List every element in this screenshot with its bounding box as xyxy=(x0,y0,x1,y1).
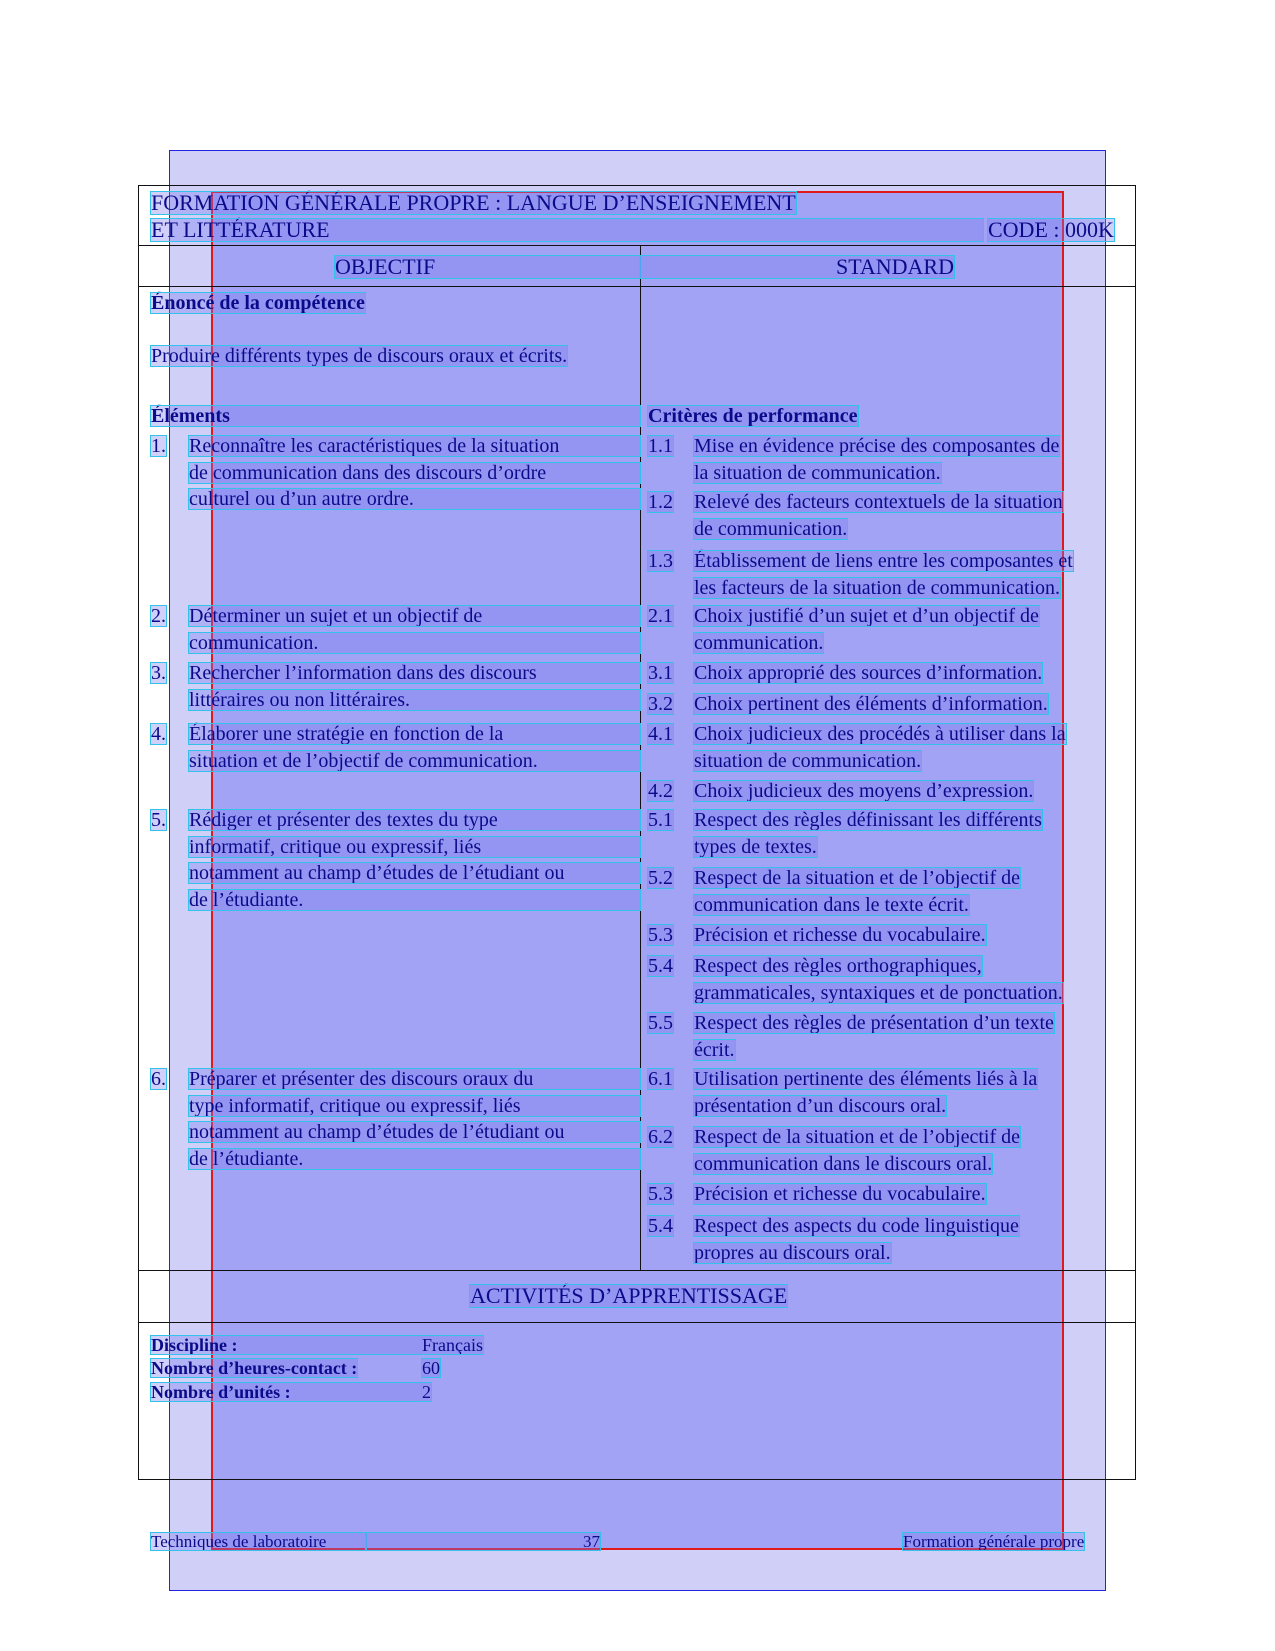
element-number: 5. xyxy=(151,809,166,831)
discipline-value: Français xyxy=(422,1335,483,1355)
element-text-line: culturel ou d’un autre ordre. xyxy=(189,489,640,509)
criterion-text-line: présentation d’un discours oral. xyxy=(694,1094,947,1117)
table-divider xyxy=(138,245,1136,246)
criteria-heading: Critères de performance xyxy=(648,405,858,427)
criterion-number: 5.3 xyxy=(648,1183,673,1205)
criterion-text-line: Choix justifié d’un sujet et d’un objectif de xyxy=(694,605,1039,627)
competence-heading: Énoncé de la compétence xyxy=(151,292,365,314)
criterion-text-line: les facteurs de la situation de communication. xyxy=(694,576,1060,599)
criterion-text-line: communication. xyxy=(694,631,824,654)
criterion-number: 3.2 xyxy=(648,693,673,715)
criterion-text-line: Choix pertinent des éléments d’information. xyxy=(694,693,1048,715)
footer-program: Techniques de laboratoire xyxy=(151,1533,366,1550)
criterion-text-line: Relevé des facteurs contextuels de la situation xyxy=(694,491,1063,513)
criterion-text-line: Précision et richesse du vocabulaire. xyxy=(694,1183,986,1205)
element-number: 4. xyxy=(151,723,166,745)
criterion-text-line: situation de communication. xyxy=(694,749,922,772)
column-header-objectif: OBJECTIF xyxy=(335,256,640,278)
element-text-line: de communication dans des discours d’ordre xyxy=(189,463,640,483)
element-text-line: notamment au champ d’études de l’étudiant ou xyxy=(189,1122,640,1142)
criterion-text-line: Respect des règles de présentation d’un texte xyxy=(694,1012,1054,1034)
column-header-standard: STANDARD xyxy=(640,256,954,278)
course-code: CODE : 000K xyxy=(988,217,1114,242)
criterion-number: 2.1 xyxy=(648,605,673,627)
element-text-line: Rechercher l’information dans des discours xyxy=(189,663,640,683)
contact-hours-value: 60 xyxy=(422,1358,440,1378)
criterion-number: 1.3 xyxy=(648,550,673,572)
element-text-line: notamment au champ d’études de l’étudiant ou xyxy=(189,863,640,883)
criterion-number: 6.2 xyxy=(648,1126,673,1148)
criterion-number: 5.4 xyxy=(648,1215,673,1237)
element-text-line: Déterminer un sujet et un objectif de xyxy=(189,606,640,626)
element-text-line: littéraires ou non littéraires. xyxy=(189,690,640,710)
criterion-text-line: communication dans le texte écrit. xyxy=(694,893,969,916)
criterion-number: 6.1 xyxy=(648,1068,673,1090)
element-text-line: Élaborer une stratégie en fonction de la xyxy=(189,724,640,744)
element-text-line: communication. xyxy=(189,633,640,653)
criterion-text-line: la situation de communication. xyxy=(694,461,941,484)
criterion-text-line: Établissement de liens entre les composantes et xyxy=(694,550,1073,572)
element-number: 1. xyxy=(151,435,166,457)
element-number: 3. xyxy=(151,662,166,684)
document-title: FORMATION GÉNÉRALE PROPRE : LANGUE D’ENSEIGNEMENT xyxy=(151,190,796,215)
element-text-line: de l’étudiante. xyxy=(189,1149,640,1169)
criterion-text-line: Précision et richesse du vocabulaire. xyxy=(694,924,986,946)
units-label: Nombre d’unités : xyxy=(151,1383,421,1401)
criterion-text-line: Choix judicieux des procédés à utiliser dans la xyxy=(694,723,1066,745)
discipline-label: Discipline : xyxy=(151,1336,421,1354)
element-text-line: Rédiger et présenter des textes du type xyxy=(189,810,640,830)
competence-statement: Produire différents types de discours oraux et écrits. xyxy=(151,345,568,367)
criterion-number: 1.1 xyxy=(648,435,673,457)
criterion-text-line: Utilisation pertinente des éléments liés à la xyxy=(694,1068,1038,1090)
criterion-number: 5.5 xyxy=(648,1012,673,1034)
criterion-text-line: Respect des règles orthographiques, xyxy=(694,955,982,977)
criterion-text-line: Respect des règles définissant les différents xyxy=(694,809,1042,831)
footer-section: Formation générale propre xyxy=(903,1532,1085,1551)
document-title-line2: ET LITTÉRATURE xyxy=(151,219,983,241)
element-text-line: situation et de l’objectif de communication. xyxy=(189,751,640,771)
column-divider xyxy=(640,245,641,1270)
criterion-number: 5.2 xyxy=(648,867,673,889)
criterion-number: 5.1 xyxy=(648,809,673,831)
table-divider xyxy=(138,1322,1136,1323)
table-divider xyxy=(138,286,1136,287)
criterion-text-line: de communication. xyxy=(694,517,848,540)
criterion-text-line: Respect de la situation et de l’objectif de xyxy=(694,867,1020,889)
criterion-text-line: Mise en évidence précise des composantes de xyxy=(694,435,1060,457)
criterion-number: 1.2 xyxy=(648,491,673,513)
criterion-text-line: grammaticales, syntaxiques et de ponctuation. xyxy=(694,981,1063,1004)
criterion-number: 4.1 xyxy=(648,723,673,745)
criterion-text-line: Respect des aspects du code linguistique xyxy=(694,1215,1019,1237)
criterion-text-line: Choix judicieux des moyens d’expression. xyxy=(694,780,1034,802)
criterion-number: 5.4 xyxy=(648,955,673,977)
element-text-line: informatif, critique ou expressif, liés xyxy=(189,837,640,857)
criterion-text-line: Respect de la situation et de l’objectif de xyxy=(694,1126,1020,1148)
criterion-text-line: écrit. xyxy=(694,1038,735,1061)
criterion-text-line: Choix approprié des sources d’information. xyxy=(694,662,1043,684)
element-number: 2. xyxy=(151,605,166,627)
criterion-number: 3.1 xyxy=(648,662,673,684)
criterion-number: 4.2 xyxy=(648,780,673,802)
element-text-line: Reconnaître les caractéristiques de la situation xyxy=(189,436,640,456)
footer-page-number: 37 xyxy=(366,1533,600,1550)
criterion-number: 5.3 xyxy=(648,924,673,946)
element-text-line: Préparer et présenter des discours oraux du xyxy=(189,1069,640,1089)
elements-heading: Éléments xyxy=(151,406,640,426)
criterion-text-line: types de textes. xyxy=(694,835,817,858)
criterion-text-line: communication dans le discours oral. xyxy=(694,1152,993,1175)
element-text-line: type informatif, critique ou expressif, liés xyxy=(189,1096,640,1116)
table-divider xyxy=(138,1270,1136,1271)
element-text-line: de l’étudiante. xyxy=(189,890,640,910)
element-number: 6. xyxy=(151,1068,166,1090)
contact-hours-label: Nombre d’heures-contact : xyxy=(151,1358,358,1378)
activities-heading: ACTIVITÉS D’APPRENTISSAGE xyxy=(470,1283,788,1308)
units-value: 2 xyxy=(422,1382,431,1402)
criterion-text-line: propres au discours oral. xyxy=(694,1241,891,1264)
